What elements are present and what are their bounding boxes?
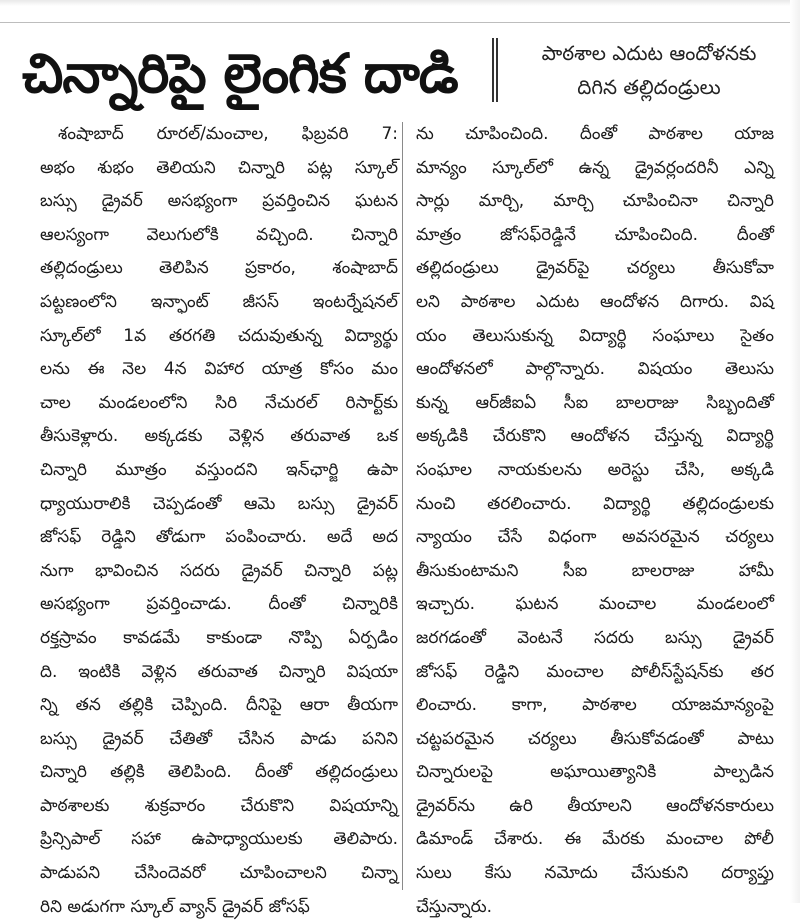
column-divider	[402, 122, 403, 890]
article-line: లను ఈ నెల 4న విహార యాత్ర కోసం మం	[40, 359, 398, 380]
article-line: తల్లిదండ్రులు డ్రైవర్‌పై చర్యలు తీసుకోవా	[416, 258, 774, 279]
article-line: కున్న ఆర్‌జీఐఏ సీఐ బాలరాజు సిబ్బందితో	[416, 392, 774, 413]
article-column-right	[416, 118, 774, 917]
article-line: జోసఫ్ రెడ్డిని తోడుగా పంపించారు. అదే అద	[40, 527, 398, 548]
article-line: సులు కేసు నమోదు చేసుకుని దర్యాప్తు	[416, 863, 774, 884]
top-divider	[0, 22, 800, 23]
article-column-left	[40, 118, 398, 917]
article-line: తీసుకెళ్లారు. అక్కడకు వెళ్లిన తరువాత ఒక	[40, 426, 398, 447]
article-line: బస్సు డ్రైవర్ చేతితో చేసిన పాడు పనిని	[40, 728, 398, 749]
article-line: సంఘాల నాయకులను అరెస్టు చేసి, అక్కడి	[416, 459, 774, 480]
article-line: యం తెలుసుకున్న విద్యార్థి సంఘాలు సైతం	[416, 325, 774, 346]
article-line: రిని అడుగగా స్కూల్ వ్యాన్ డ్రైవర్ జోసఫ్	[40, 896, 310, 917]
article-line: లించారు. కాగా, పాఠశాల యాజమాన్యంపై	[416, 695, 774, 716]
article-line: డ్రైవర్‌ను ఉరి తీయాలని ఆందోళనకారులు	[416, 795, 774, 816]
article-line: చాల మండలంలోని సిరి నేచురల్ రిసార్ట్‌కు	[40, 392, 398, 413]
article-line: బస్సు డ్రైవర్ అసభ్యంగా ప్రవర్తించిన ఘటన	[40, 191, 398, 212]
article-line: ది. ఇంటికి వెళ్లిన తరువాత చిన్నారి విషయా	[40, 661, 398, 682]
article-line: ఇచ్చారు. ఘటన మంచాల మండలంలో	[416, 594, 774, 615]
article-line: డిమాండ్ చేశారు. ఈ మేరకు మంచాల పోలీ	[416, 829, 774, 850]
article-line: మాన్యం స్కూల్‌లో ఉన్న డ్రైవర్లందరినీ ఎన్ని	[416, 157, 774, 178]
article-line: చిన్నారి మూత్రం వస్తుందని ఇన్‌ఛార్జి ఉపా	[40, 459, 398, 480]
article-line: నుంచి తరలించారు. విద్యార్థి తల్లిదండ్రులకు	[416, 493, 774, 514]
article-line: అభం శుభం తెలియని చిన్నారి పట్ల స్కూల్	[40, 157, 398, 178]
subheadline-line-1: పాఠశాల ఎదుట ఆందోళనకు	[541, 41, 757, 65]
article-line: ను చూపించింది. దీంతో పాఠశాల యాజ	[416, 124, 774, 144]
article-line: అక్కడికి చేరుకొని ఆందోళన చేస్తున్న విద్యార్థి	[416, 426, 774, 447]
article-body	[40, 118, 780, 917]
article-line: ఆలస్యంగా వెలుగులోకి వచ్చింది. చిన్నారి	[40, 224, 398, 245]
page-edge-shadow	[790, 0, 800, 903]
article-line: న్ని తన తల్లికి చెప్పింది. దీనిపై ఆరా తీయగా	[40, 695, 398, 716]
article-line: పాఠశాలకు శుక్రవారం చేరుకొని విషయాన్ని	[40, 795, 398, 816]
article-line: న్యాయం చేసే విధంగా అవసరమైన చర్యలు	[416, 527, 774, 548]
article-line: తల్లిదండ్రులు తెలిపిన ప్రకారం, శంషాబాద్	[40, 258, 398, 279]
article-line: రక్తస్రావం కావడమే కాకుండా నొప్పి ఏర్పడిం	[40, 627, 398, 648]
article-line: చిన్నారులపై అఘాయిత్యానికి పాల్పడిన	[416, 762, 774, 783]
subheadline-line-2: దిగిన తల్లిదండ్రులు	[577, 75, 721, 99]
subheadline	[506, 36, 792, 110]
article-line: లని పాఠశాల ఎదుట ఆందోళన దిగారు. విష	[416, 291, 774, 312]
article-line: శంషాబాద్ రూరల్/మంచాల, ఫిబ్రవరి 7:	[58, 124, 398, 144]
article-line: చిన్నారి తల్లికి తెలిపింది. దీంతో తల్లిదండ్రులు	[40, 762, 398, 783]
article-line: జరగడంతో వెంటనే సదరు బస్సు డ్రైవర్	[416, 627, 774, 648]
article-line: పాడుపని చేసిందెవరో చూపించాలని చిన్నా	[40, 863, 398, 884]
page-top-shadow	[0, 0, 800, 6]
headline-divider	[492, 38, 498, 102]
article-line: సార్లు మార్చి, మార్చి చూపించినా చిన్నారి	[416, 191, 774, 212]
article-line: తీసుకుంటామని సీఐ బాలరాజు హామీ	[416, 560, 774, 581]
article-line: చట్టపరమైన చర్యలు తీసుకోవడంతో పాటు	[416, 728, 774, 749]
article-line: పట్టణంలోని ఇన్ఫాంట్ జీసస్ ఇంటర్నేషనల్	[40, 291, 398, 312]
article-line: జోసఫ్ రెడ్డిని మంచాల పోలీస్‌స్టేషన్‌కు తర	[416, 661, 774, 682]
article-line: అసభ్యంగా ప్రవర్తించాడు. దీంతో చిన్నారికి	[40, 594, 398, 615]
article-line: నుగా భావించిన సదరు డ్రైవర్ చిన్నారి పట్ల	[40, 560, 398, 581]
article-line: స్కూల్‌లో 1వ తరగతి చదువుతున్న విద్యార్థు	[40, 325, 398, 346]
article-line: ప్రిన్సిపాల్ సహా ఉపాధ్యాయులకు తెలిపారు.	[40, 829, 398, 850]
article-line: ఆందోళనలో పాల్గొన్నారు. విషయం తెలుసు	[416, 359, 774, 380]
article-line: ధ్యాయురాలికి చెప్పడంతో ఆమె బస్సు డ్రైవర్	[40, 493, 398, 514]
article-line: చేస్తున్నారు.	[416, 896, 492, 917]
article-line: మాత్రం జోసఫ్‌రెడ్డినే చూపించింది. దీంతో	[416, 224, 774, 245]
headline: చిన్నారిపై లైంగిక దాడి	[22, 42, 458, 105]
